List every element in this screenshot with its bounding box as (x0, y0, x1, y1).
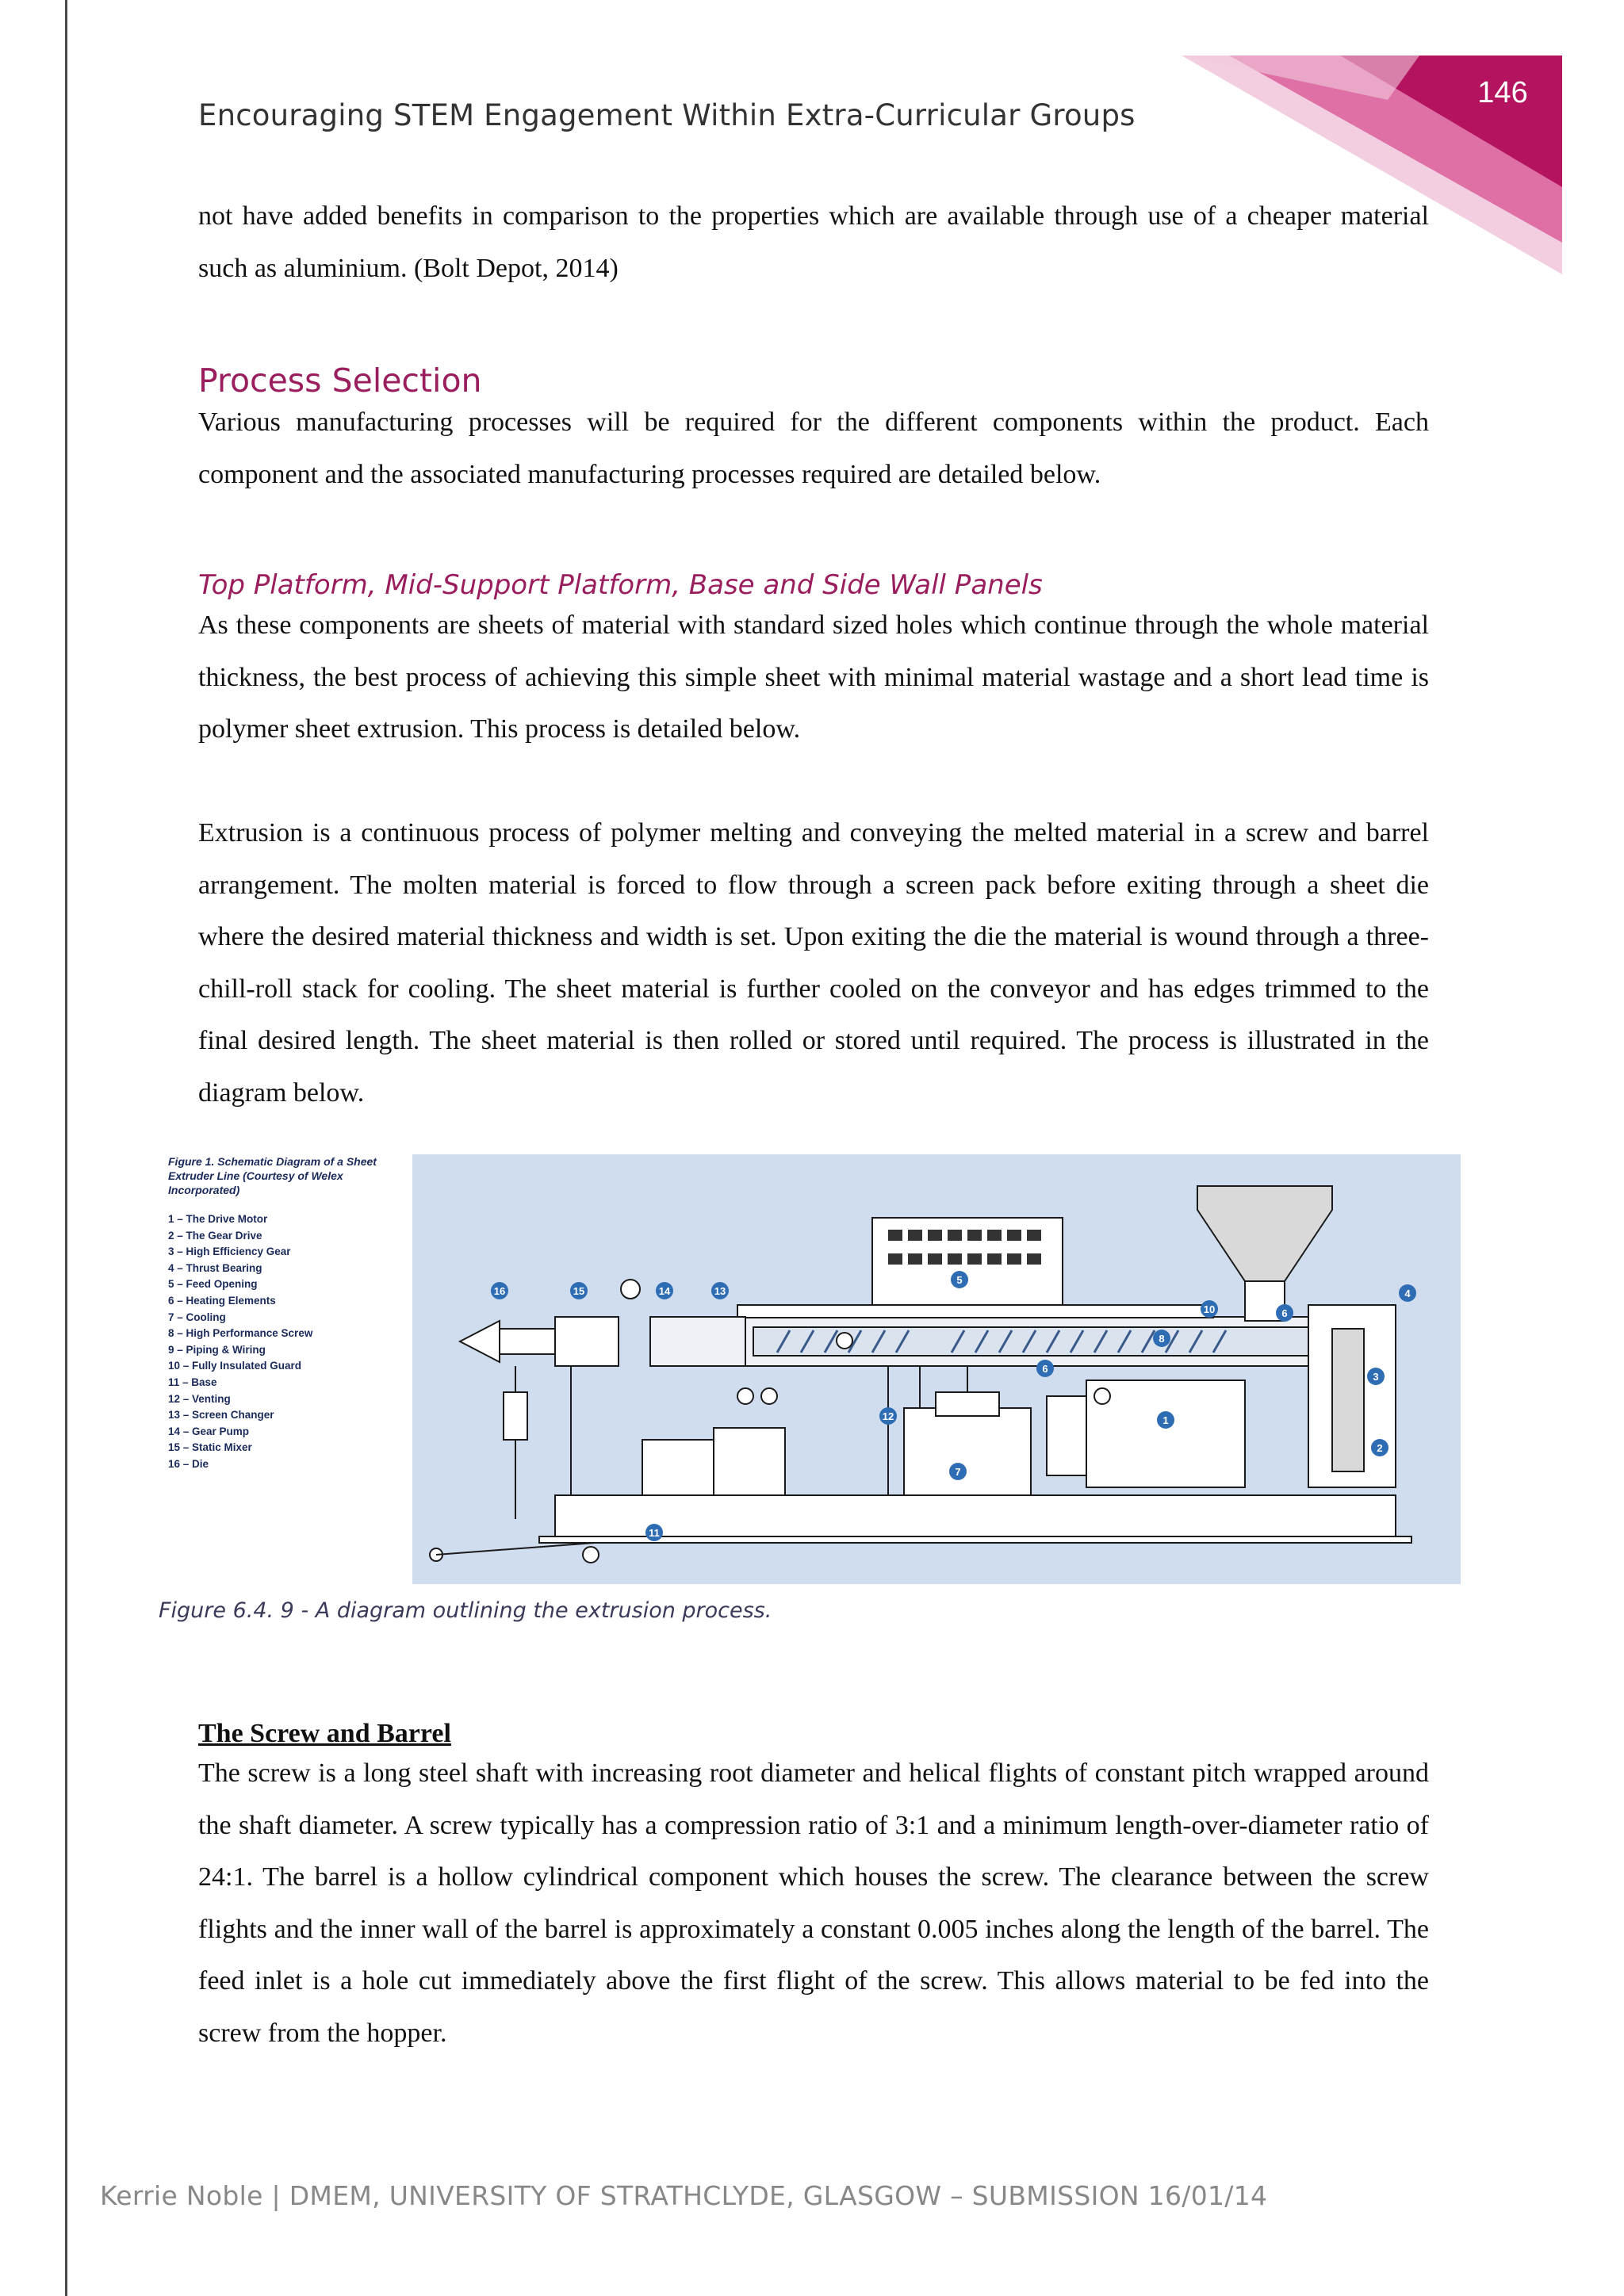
section-heading-process-selection: Process Selection (198, 362, 482, 400)
extruder-diagram (412, 1154, 1461, 1584)
screw-barrel-paragraph: The screw is a long steel shaft with increasing root diameter and helical flights of constant pitch wrapped around the shaft diameter. A screw typically has a compression ratio of 3:1 and a minimum length-over-diameter ratio of 24:1. The barrel is a hollow cylindrical component which houses the screw. The clearance between the screw flights and the inner wall of the barrel is approximately a constant 0.005 inches along the length of the barrel. The feed inlet is a hole cut immediately above the first flight of the screw. This allows material to be fed into the screw from the hopper. (198, 1758, 1429, 2048)
svg-text:6: 6 (1281, 1307, 1288, 1319)
legend-item: 9 – Piping & Wiring (168, 1343, 266, 1356)
legend-item: 1 – The Drive Motor (168, 1213, 268, 1225)
running-header: Encouraging STEM Engagement Within Extra-Curricular Groups (198, 98, 1136, 132)
svg-text:12: 12 (882, 1410, 894, 1422)
legend-item: 12 – Venting (168, 1392, 231, 1405)
svg-text:11: 11 (649, 1527, 660, 1539)
callout-11 (645, 1524, 663, 1541)
legend-item: 10 – Fully Insulated Guard (168, 1360, 302, 1372)
legend-item: 3 – High Efficiency Gear (168, 1246, 291, 1258)
callout-6b (1036, 1360, 1054, 1377)
svg-text:16: 16 (493, 1285, 506, 1297)
callout-8 (1153, 1330, 1170, 1347)
callout-7 (949, 1463, 967, 1480)
page-number: 146 (1477, 76, 1528, 109)
svg-text:3: 3 (1373, 1371, 1379, 1383)
svg-text:4: 4 (1404, 1288, 1411, 1299)
platforms-paragraph-2: Extrusion is a continuous process of polymer melting and conveying the melted material in a screw and barrel arrangement. The molten material is forced to flow through a screen pack before exiting through a sheet die where the desired material thickness and width is set. Upon exiting the die the material is wound through a three-chill-roll stack for cooling. The sheet material is further cooled on the conveyor and has edges trimmed to the final desired length. The sheet material is then rolled or stored until required. The process is illustrated in the diagram below. (198, 818, 1429, 1108)
svg-text:5: 5 (956, 1274, 963, 1286)
svg-text:14: 14 (658, 1285, 671, 1297)
callout-12 (879, 1407, 897, 1425)
svg-text:8: 8 (1159, 1333, 1165, 1345)
legend-item: 14 – Gear Pump (168, 1425, 250, 1437)
figure-legend-title: Figure 1. Schematic Diagram of a Sheet Extruder Line (Courtesy of Welex Incorporated) (168, 1155, 377, 1196)
callout-1 (1157, 1411, 1174, 1429)
callout-6a (1276, 1304, 1293, 1322)
legend-item: 7 – Cooling (168, 1311, 226, 1323)
callout-5 (951, 1271, 968, 1288)
legend-item: 2 – The Gear Drive (168, 1229, 262, 1242)
legend-item: 5 – Feed Opening (168, 1278, 258, 1291)
subheading-platforms: Top Platform, Mid-Support Platform, Base and Side Wall Panels (198, 569, 1043, 601)
svg-text:1: 1 (1162, 1414, 1169, 1426)
legend-item: 4 – Thrust Bearing (168, 1261, 262, 1274)
callout-15 (570, 1282, 588, 1299)
platforms-paragraph-1: As these components are sheets of material with standard sized holes which continue through the whole material thickness, the best process of achieving this simple sheet with minimal material wastage and a short lead time is polymer sheet extrusion. This process is detailed below. (198, 610, 1429, 744)
left-margin-rule (65, 0, 67, 2296)
process-selection-paragraph: Various manufacturing processes will be required for the different components within the product. Each component and the associated manufacturing processes required are detailed below. (198, 408, 1429, 489)
legend-item: 16 – Die (168, 1457, 209, 1470)
callout-16 (491, 1282, 508, 1299)
svg-text:13: 13 (714, 1285, 726, 1297)
legend-item: 15 – Static Mixer (168, 1441, 252, 1454)
callout-3 (1367, 1368, 1385, 1385)
svg-text:6: 6 (1042, 1363, 1048, 1375)
callout-13 (711, 1282, 729, 1299)
legend-item: 13 – Screen Changer (168, 1409, 274, 1422)
subheading-screw-and-barrel: The Screw and Barrel (198, 1719, 451, 1748)
callout-2 (1371, 1439, 1388, 1456)
svg-text:7: 7 (955, 1466, 961, 1478)
page-footer: Kerrie Noble | DMEM, UNIVERSITY OF STRATHCLYDE, GLASGOW – SUBMISSION 16/01/14 (100, 2180, 1268, 2211)
callout-4 (1399, 1284, 1416, 1302)
callout-14 (656, 1282, 673, 1299)
callout-10 (1201, 1300, 1218, 1318)
figure-caption: Figure 6.4. 9 - A diagram outlining the extrusion process. (159, 1598, 772, 1623)
svg-text:10: 10 (1203, 1303, 1216, 1315)
figure-legend (168, 1154, 398, 1473)
legend-item: 6 – Heating Elements (168, 1294, 276, 1307)
intro-paragraph: not have added benefits in comparison to the properties which are available through use of a cheaper material such as aluminium. (Bolt Depot, 2014) (198, 201, 1429, 283)
extruder-schematic (412, 1154, 1461, 1584)
svg-text:15: 15 (573, 1285, 585, 1297)
svg-text:2: 2 (1377, 1442, 1383, 1454)
legend-item: 8 – High Performance Screw (168, 1327, 313, 1340)
legend-item: 11 – Base (168, 1376, 217, 1388)
